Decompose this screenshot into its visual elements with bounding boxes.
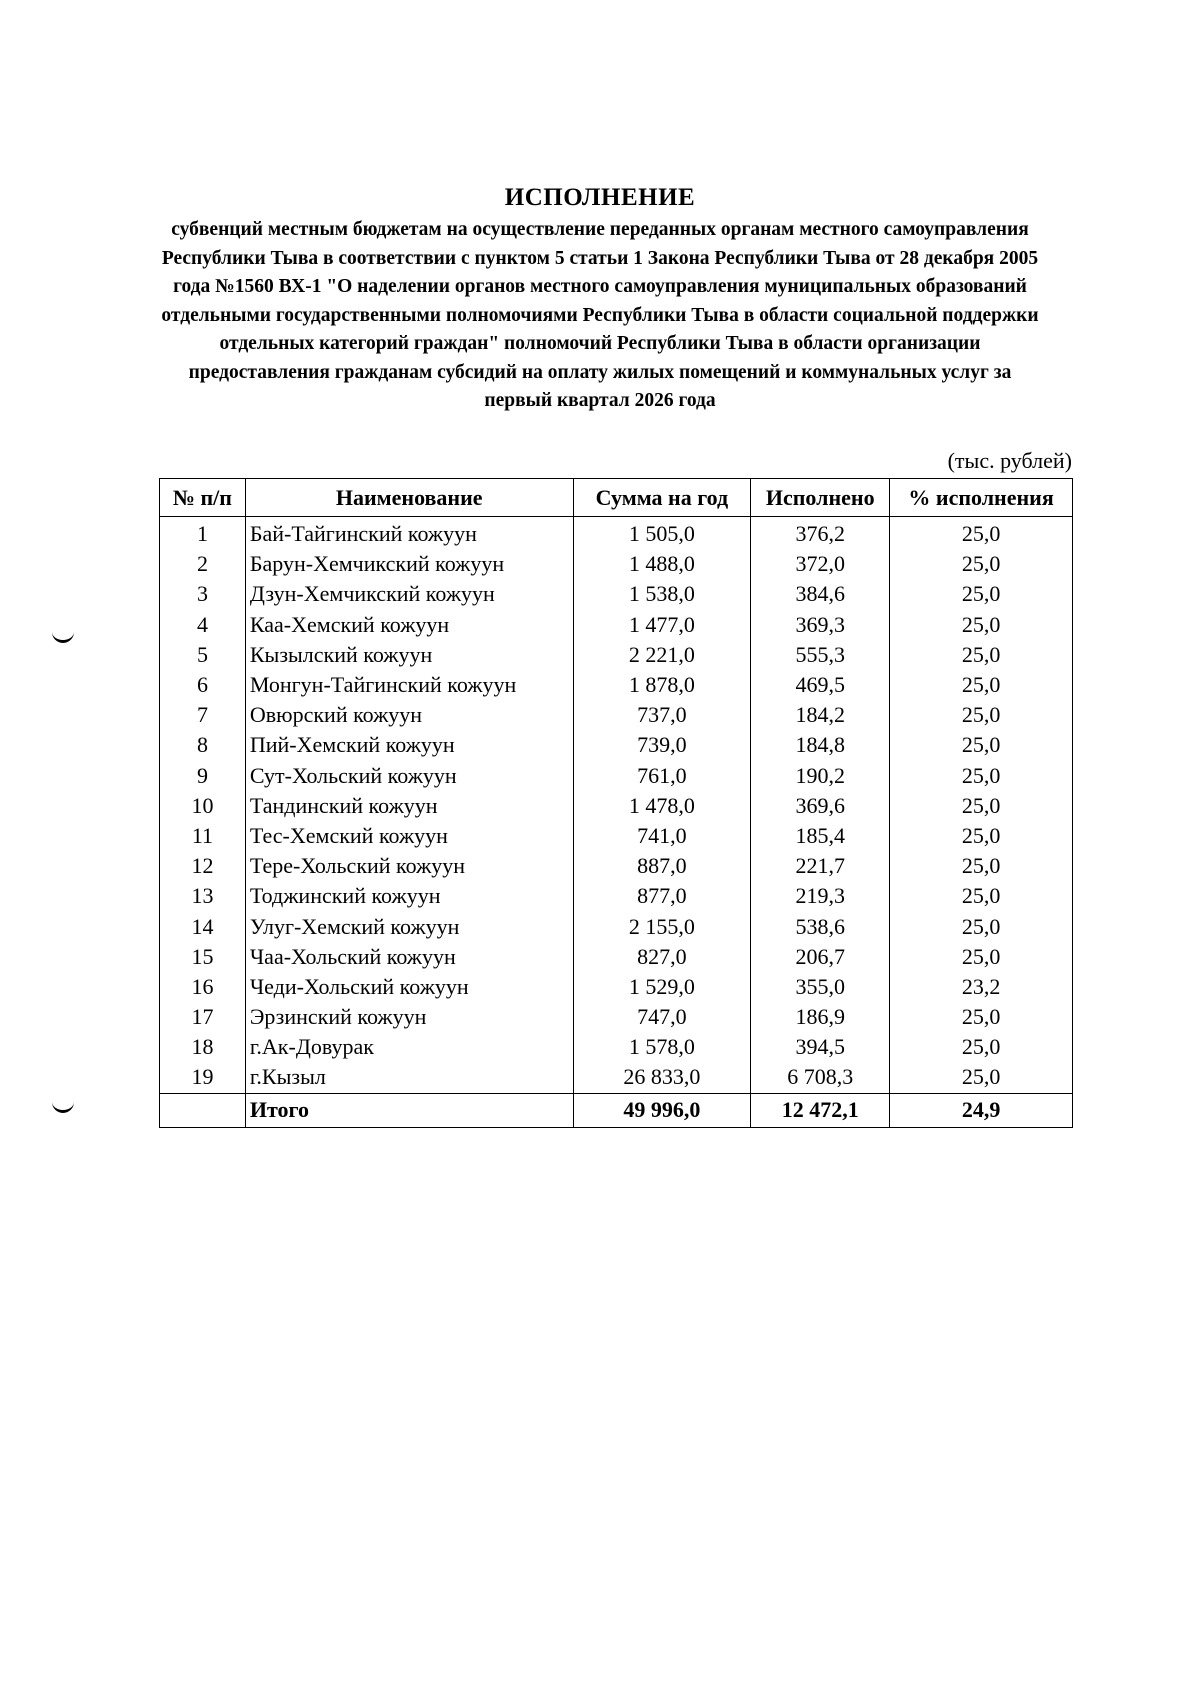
row-name: Каа-Хемский кожуун — [245, 610, 573, 640]
row-percent: 25,0 — [890, 761, 1073, 791]
row-percent: 25,0 — [890, 821, 1073, 851]
row-annual-sum: 1 538,0 — [573, 579, 751, 609]
row-annual-sum: 1 529,0 — [573, 972, 751, 1002]
row-annual-sum: 1 478,0 — [573, 791, 751, 821]
row-executed: 6 708,3 — [751, 1062, 890, 1093]
row-executed: 372,0 — [751, 549, 890, 579]
row-number: 3 — [160, 579, 246, 609]
row-executed: 384,6 — [751, 579, 890, 609]
row-percent: 23,2 — [890, 972, 1073, 1002]
row-executed: 184,8 — [751, 730, 890, 760]
row-executed: 206,7 — [751, 942, 890, 972]
row-number: 17 — [160, 1002, 246, 1032]
row-percent: 25,0 — [890, 791, 1073, 821]
row-number: 2 — [160, 549, 246, 579]
row-name: г.Ак-Довурак — [245, 1032, 573, 1062]
row-percent: 25,0 — [890, 1002, 1073, 1032]
document-subtitle: субвенций местным бюджетам на осуществление переданных органам местного самоуправления Республики Тыва в соответствии с пунктом 5 статьи 1 Закона Республики Тыва от 28 декабря 2005 года №1560 ВХ-1 "О наделении органов местного самоуправления муниципальных образований отдельными государственными полномочиями Республики Тыва в области социальной поддержки отдельных категорий граждан" полномочий Республики Тыва в области организации предоставления гражданам субсидий на оплату жилых помещений и коммунальных услуг за первый квартал 2026 года — [161, 219, 1039, 411]
row-annual-sum: 2 155,0 — [573, 911, 751, 941]
table-row — [160, 517, 1073, 550]
table-header-row — [160, 479, 1073, 517]
table-row — [160, 1032, 1073, 1062]
margin-mark-top — [52, 630, 74, 643]
row-percent: 25,0 — [890, 517, 1073, 550]
row-percent: 25,0 — [890, 1062, 1073, 1093]
row-annual-sum: 761,0 — [573, 761, 751, 791]
row-number: 9 — [160, 761, 246, 791]
table-row — [160, 670, 1073, 700]
row-number: 6 — [160, 670, 246, 700]
row-name: г.Кызыл — [245, 1062, 573, 1093]
row-name: Тандинский кожуун — [245, 791, 573, 821]
row-executed: 369,6 — [751, 791, 890, 821]
row-percent: 25,0 — [890, 549, 1073, 579]
row-name: Чаа-Хольский кожуун — [245, 942, 573, 972]
total-annual-sum: 49 996,0 — [573, 1093, 751, 1127]
row-annual-sum: 739,0 — [573, 730, 751, 760]
units-label: (тыс. рублей) — [947, 448, 1072, 473]
header-number: № п/п — [160, 479, 246, 517]
row-number: 4 — [160, 610, 246, 640]
row-annual-sum: 26 833,0 — [573, 1062, 751, 1093]
table-row — [160, 911, 1073, 941]
row-annual-sum: 1 505,0 — [573, 517, 751, 550]
row-percent: 25,0 — [890, 579, 1073, 609]
row-name: Бай-Тайгинский кожуун — [245, 517, 573, 550]
row-executed: 538,6 — [751, 911, 890, 941]
table-row — [160, 700, 1073, 730]
table-row — [160, 730, 1073, 760]
row-name: Кызылский кожуун — [245, 640, 573, 670]
total-number — [160, 1093, 246, 1127]
row-executed: 555,3 — [751, 640, 890, 670]
table-row — [160, 1062, 1073, 1093]
row-number: 14 — [160, 911, 246, 941]
row-name: Тере-Хольский кожуун — [245, 851, 573, 881]
row-number: 13 — [160, 881, 246, 911]
row-executed: 219,3 — [751, 881, 890, 911]
row-name: Улуг-Хемский кожуун — [245, 911, 573, 941]
row-annual-sum: 1 578,0 — [573, 1032, 751, 1062]
row-name: Барун-Хемчикский кожуун — [245, 549, 573, 579]
document-title: ИСПОЛНЕНИЕ — [504, 184, 696, 211]
margin-mark-bottom — [52, 1100, 74, 1113]
row-annual-sum: 877,0 — [573, 881, 751, 911]
row-percent: 25,0 — [890, 700, 1073, 730]
total-executed: 12 472,1 — [751, 1093, 890, 1127]
row-number: 5 — [160, 640, 246, 670]
row-annual-sum: 737,0 — [573, 700, 751, 730]
row-annual-sum: 747,0 — [573, 1002, 751, 1032]
row-executed: 394,5 — [751, 1032, 890, 1062]
table-row — [160, 610, 1073, 640]
row-annual-sum: 1 878,0 — [573, 670, 751, 700]
row-name: Чеди-Хольский кожуун — [245, 972, 573, 1002]
row-number: 18 — [160, 1032, 246, 1062]
row-number: 7 — [160, 700, 246, 730]
row-name: Пий-Хемский кожуун — [245, 730, 573, 760]
table-row — [160, 972, 1073, 1002]
row-percent: 25,0 — [890, 730, 1073, 760]
row-annual-sum: 1 488,0 — [573, 549, 751, 579]
row-number: 10 — [160, 791, 246, 821]
row-number: 19 — [160, 1062, 246, 1093]
table-row — [160, 791, 1073, 821]
table-row — [160, 821, 1073, 851]
table-total-row — [160, 1093, 1073, 1127]
table-row — [160, 942, 1073, 972]
row-percent: 25,0 — [890, 1032, 1073, 1062]
row-name: Эрзинский кожуун — [245, 1002, 573, 1032]
total-percent: 24,9 — [890, 1093, 1073, 1127]
row-name: Монгун-Тайгинский кожуун — [245, 670, 573, 700]
row-percent: 25,0 — [890, 640, 1073, 670]
row-number: 1 — [160, 517, 246, 550]
row-annual-sum: 741,0 — [573, 821, 751, 851]
row-percent: 25,0 — [890, 610, 1073, 640]
row-name: Овюрский кожуун — [245, 700, 573, 730]
row-number: 11 — [160, 821, 246, 851]
row-number: 15 — [160, 942, 246, 972]
row-name: Тоджинский кожуун — [245, 881, 573, 911]
table-row — [160, 761, 1073, 791]
table-row — [160, 579, 1073, 609]
row-executed: 469,5 — [751, 670, 890, 700]
row-number: 12 — [160, 851, 246, 881]
header-executed: Исполнено — [751, 479, 890, 517]
row-executed: 376,2 — [751, 517, 890, 550]
row-number: 16 — [160, 972, 246, 1002]
row-percent: 25,0 — [890, 942, 1073, 972]
row-name: Сут-Хольский кожуун — [245, 761, 573, 791]
row-percent: 25,0 — [890, 670, 1073, 700]
table-row — [160, 851, 1073, 881]
row-annual-sum: 887,0 — [573, 851, 751, 881]
table-row — [160, 640, 1073, 670]
row-annual-sum: 2 221,0 — [573, 640, 751, 670]
row-executed: 369,3 — [751, 610, 890, 640]
row-executed: 186,9 — [751, 1002, 890, 1032]
row-executed: 185,4 — [751, 821, 890, 851]
total-name: Итого — [245, 1093, 573, 1127]
row-percent: 25,0 — [890, 881, 1073, 911]
row-executed: 355,0 — [751, 972, 890, 1002]
row-annual-sum: 1 477,0 — [573, 610, 751, 640]
row-executed: 190,2 — [751, 761, 890, 791]
header-annual-sum: Сумма на год — [573, 479, 751, 517]
table-row — [160, 881, 1073, 911]
header-name: Наименование — [245, 479, 573, 517]
row-executed: 221,7 — [751, 851, 890, 881]
table-row — [160, 549, 1073, 579]
table-body — [160, 517, 1073, 1128]
header-percent: % исполнения — [890, 479, 1073, 517]
row-percent: 25,0 — [890, 851, 1073, 881]
row-annual-sum: 827,0 — [573, 942, 751, 972]
row-name: Дзун-Хемчикский кожуун — [245, 579, 573, 609]
row-executed: 184,2 — [751, 700, 890, 730]
row-number: 8 — [160, 730, 246, 760]
execution-table — [159, 478, 1073, 1128]
table-row — [160, 1002, 1073, 1032]
row-percent: 25,0 — [890, 911, 1073, 941]
row-name: Тес-Хемский кожуун — [245, 821, 573, 851]
